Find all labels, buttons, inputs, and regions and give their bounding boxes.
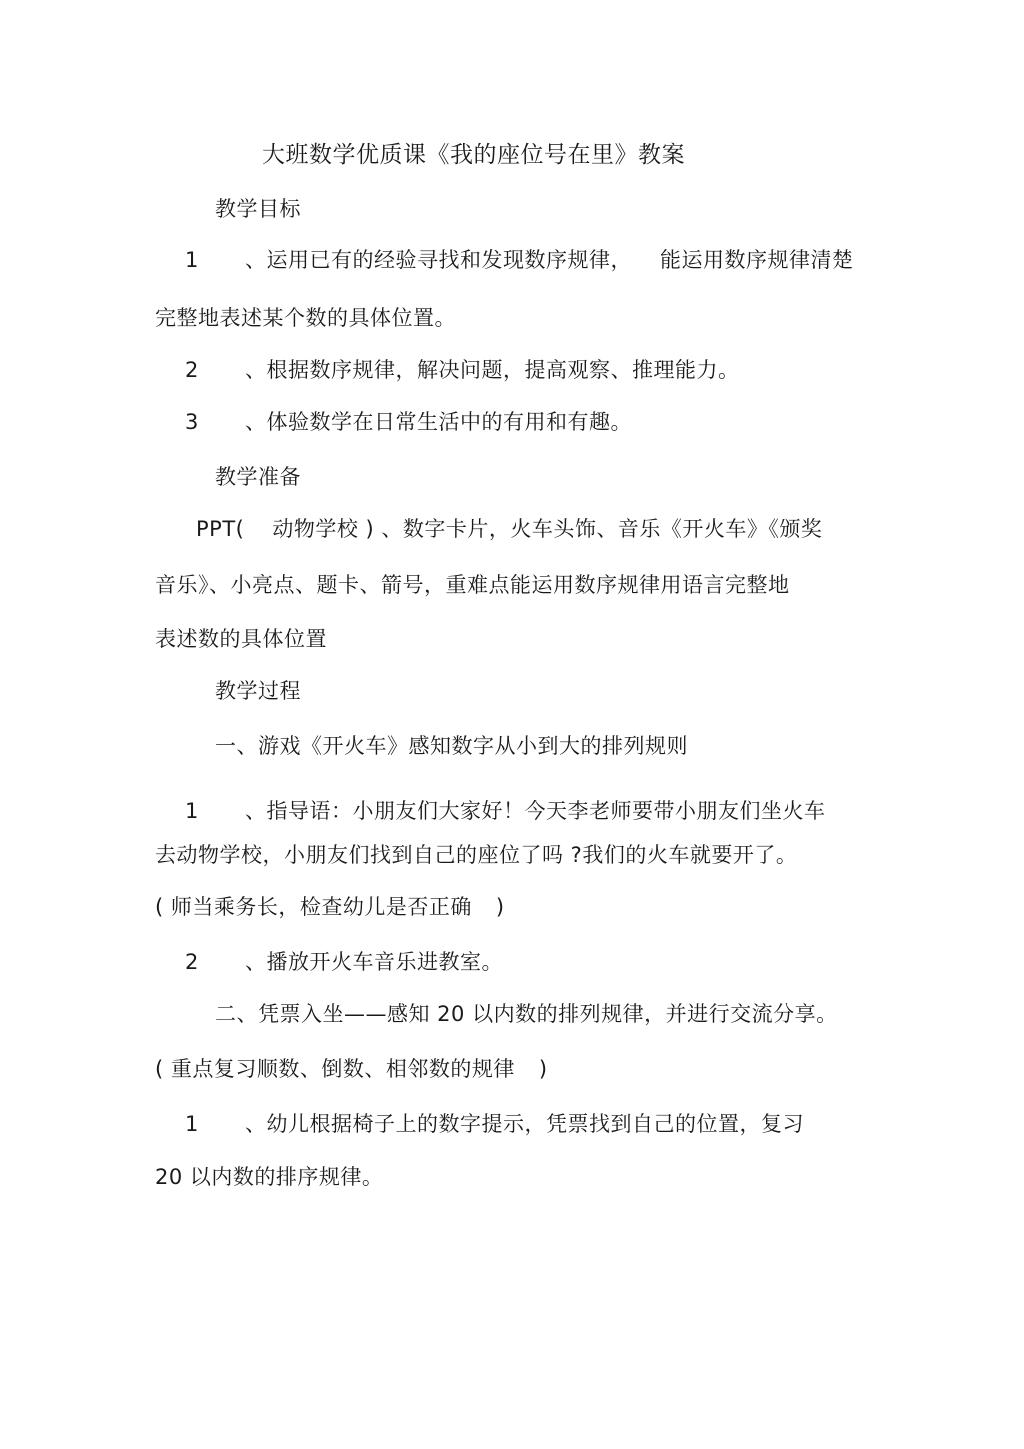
part-2-item-1: [185, 1110, 804, 1138]
part-1-item-1-text: 、指导语：小朋友们大家好！今天李老师要带小朋友们坐火车: [245, 799, 826, 823]
part-1-note-text: ( 师当乘务长，检查幼儿是否正确: [155, 895, 472, 919]
document-title: 大班数学优质课《我的座位号在里》教案: [262, 142, 685, 168]
prep-heading: 教学准备: [215, 465, 301, 489]
part-1-item-2-number: 2: [185, 950, 199, 974]
goal-1-number: 1: [185, 248, 199, 272]
goal-3: [185, 408, 632, 436]
part-2-item-1-number: 1: [185, 1112, 199, 1136]
part-2-note-text: ( 重点复习顺数、倒数、相邻数的规律: [155, 1057, 515, 1081]
prep-continued-1: 音乐》、小亮点、题卡、箭号，重难点能运用数序规律用语言完整地: [155, 573, 790, 597]
part-1-item-1-continued: 去动物学校，小朋友们找到自己的座位了吗 ?我们的火车就要开了。: [155, 843, 798, 867]
part-2-heading: 二、凭票入坐——感知 20 以内数的排列规律，并进行交流分享。: [215, 1002, 838, 1026]
goal-1: [185, 246, 854, 274]
part-1-item-2: [185, 948, 503, 976]
part-2-item-1-continued: 20 以内数的排序规律。: [155, 1165, 384, 1189]
part-1-item-1-number: 1: [185, 799, 199, 823]
goal-2-number: 2: [185, 358, 199, 382]
part-1-item-2-text: 、播放开火车音乐进教室。: [245, 950, 503, 974]
goal-1-text-b: 能运用数序规律清楚: [660, 248, 854, 272]
prep-text-a: PPT(: [196, 517, 245, 541]
goals-heading: 教学目标: [215, 197, 301, 221]
goal-2: [185, 356, 740, 384]
part-1-heading: 一、游戏《开火车》感知数字从小到大的排列规则: [215, 734, 688, 758]
part-2-note-close: ): [538, 1057, 548, 1081]
part-2-note: [155, 1055, 548, 1083]
part-1-item-1: [185, 797, 826, 825]
part-1-note: [155, 893, 505, 921]
goal-3-number: 3: [185, 410, 199, 434]
part-2-item-1-text: 、幼儿根据椅子上的数字提示，凭票找到自己的位置，复习: [245, 1112, 804, 1136]
prep-text-b: 动物学校 ) 、数字卡片，火车头饰、音乐《开火车》《颁奖: [272, 517, 823, 541]
prep-continued-2: 表述数的具体位置: [155, 627, 327, 651]
prep-line: [196, 515, 822, 543]
goal-1-text-a: 、运用已有的经验寻找和发现数序规律，: [245, 248, 632, 272]
goal-3-text: 、体验数学在日常生活中的有用和有趣。: [245, 410, 632, 434]
part-1-note-close: ): [495, 895, 505, 919]
goal-2-text: 、根据数序规律，解决问题，提高观察、推理能力。: [245, 358, 740, 382]
process-heading: 教学过程: [215, 679, 301, 703]
goal-1-continued: 完整地表述某个数的具体位置。: [155, 306, 456, 330]
